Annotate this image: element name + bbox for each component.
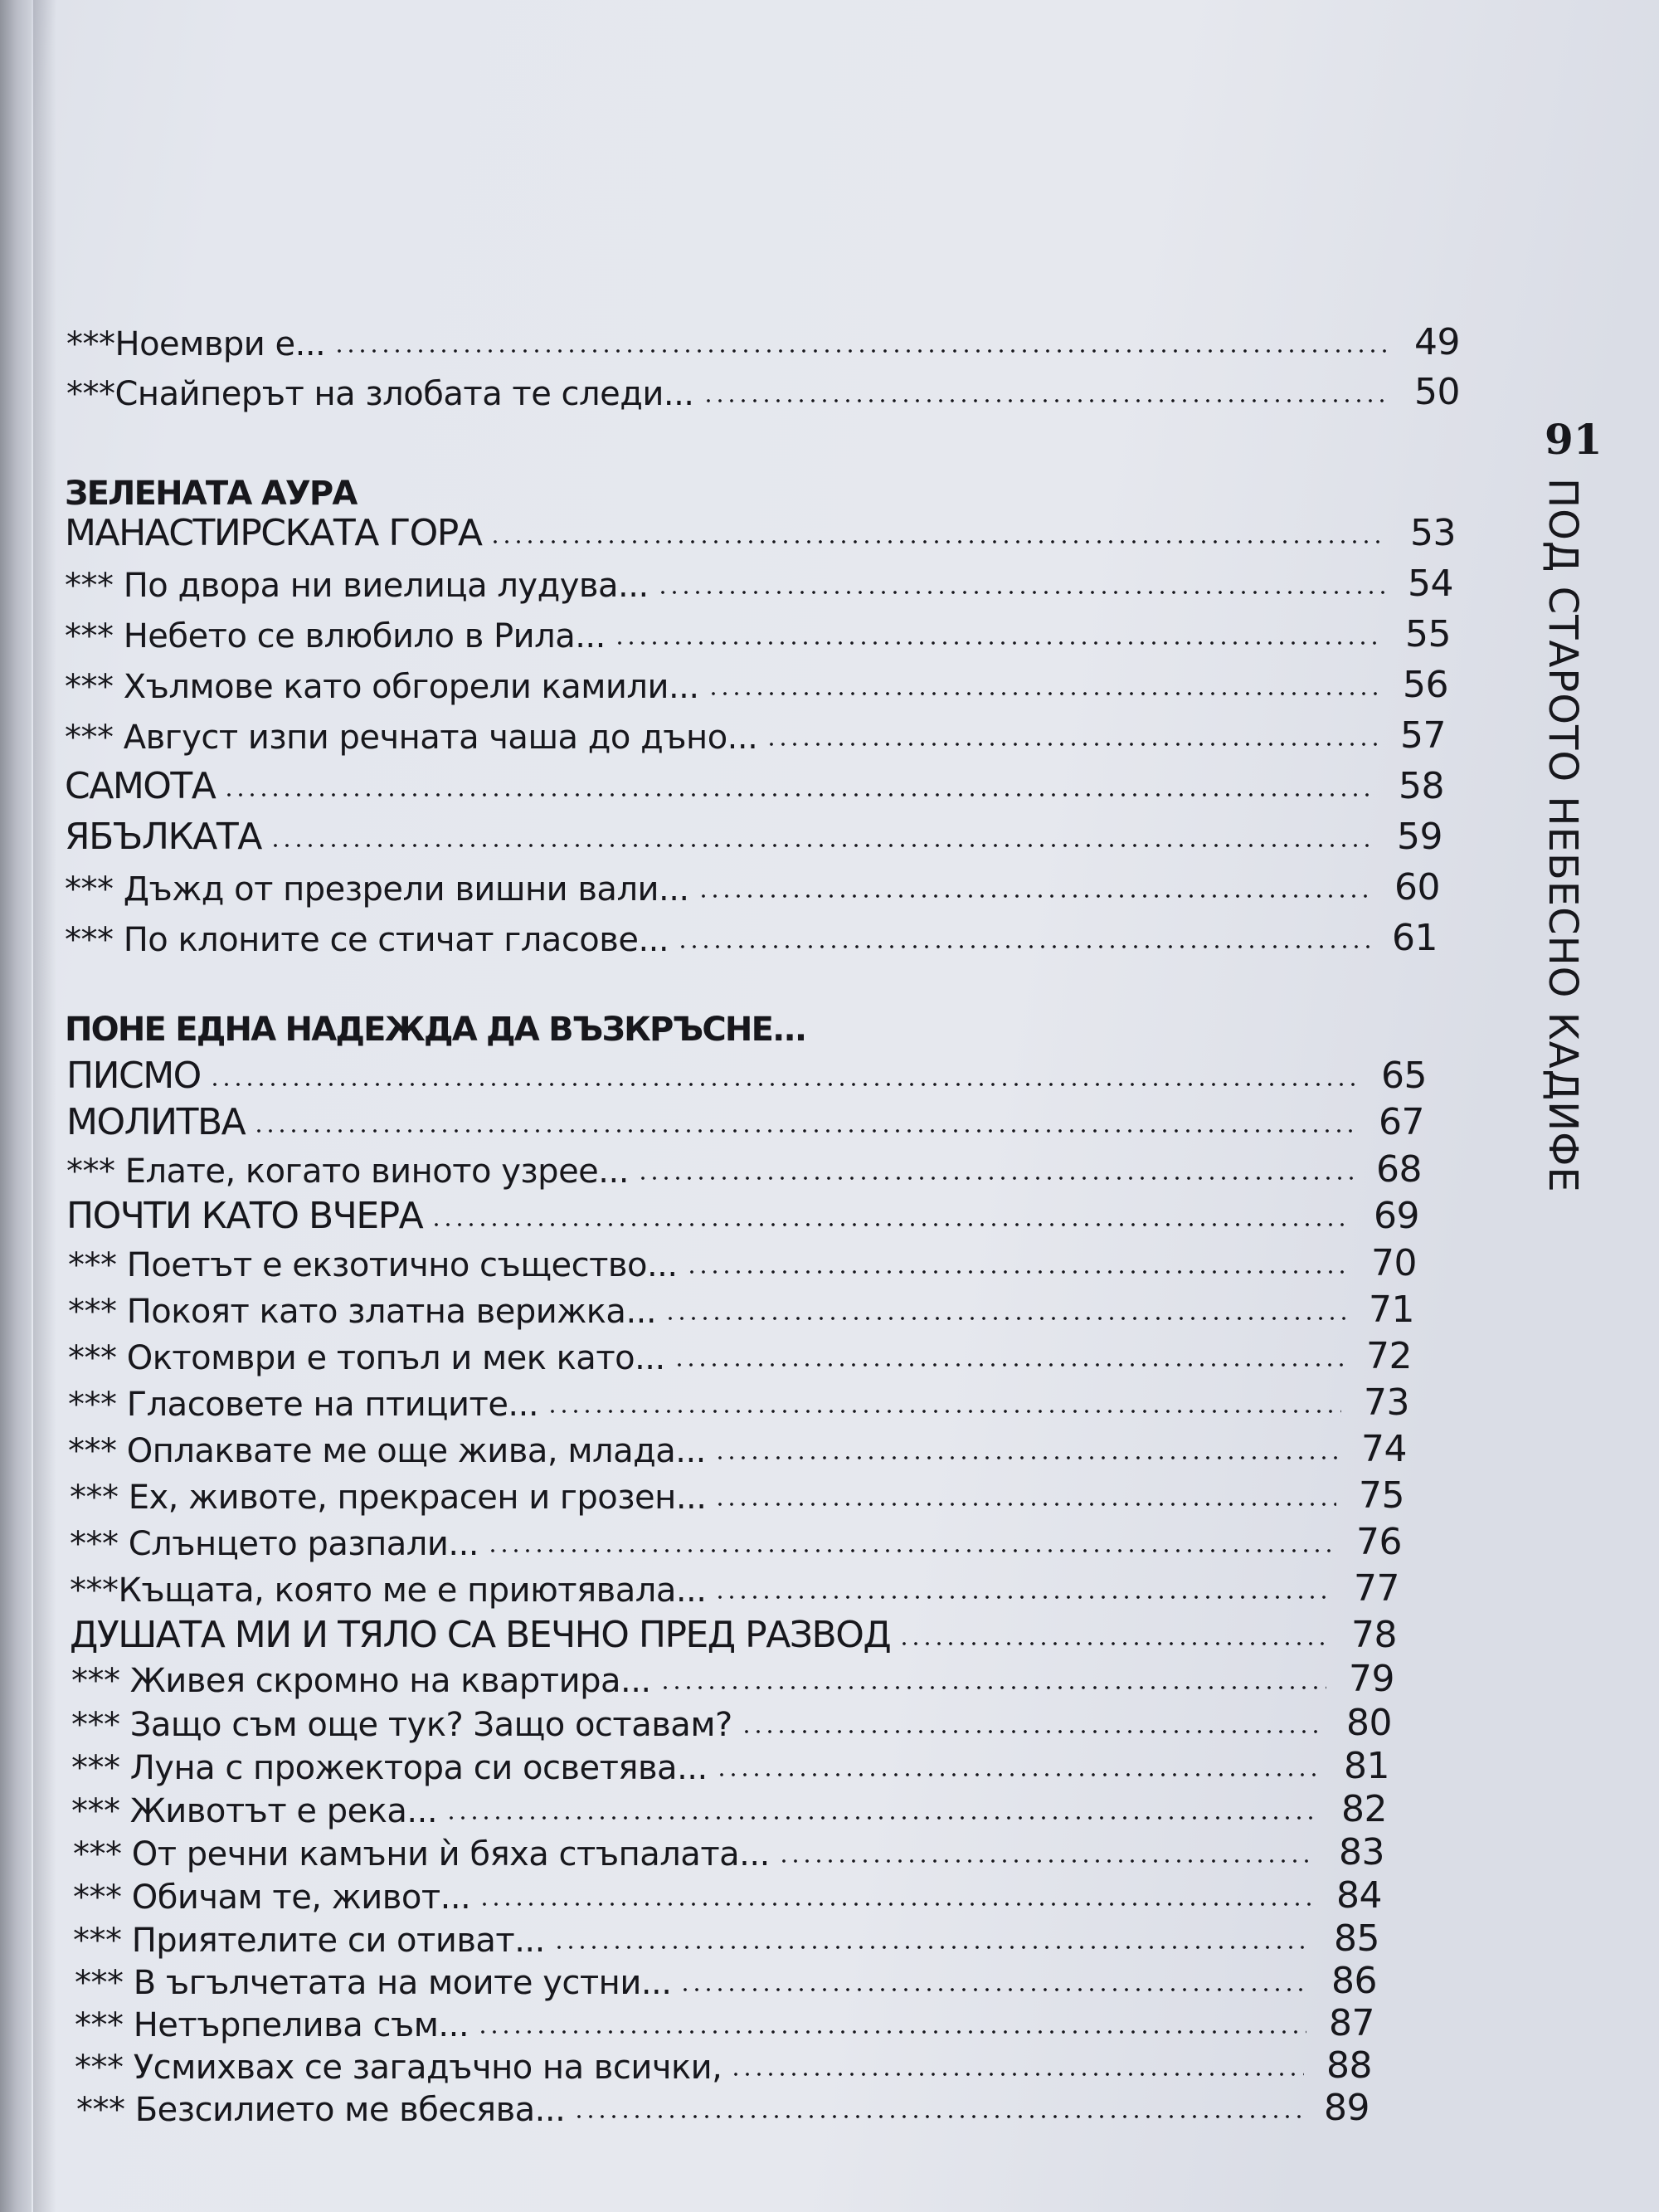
dot-leader (714, 1503, 1336, 1506)
toc-entry-title: *** Покоят като златна верижка... (68, 1293, 657, 1331)
toc-entry-title: *** Безсилието ме вбесява... (76, 2091, 566, 2129)
toc-entry-page: 85 (1334, 1917, 1379, 1960)
toc-entry (68, 1328, 1412, 1377)
toc-entry-title: *** Приятелите си отиват... (73, 1922, 545, 1960)
toc-entry (66, 314, 1460, 363)
toc-entry-page: 83 (1339, 1831, 1384, 1873)
toc-entry-page: 61 (1392, 917, 1438, 959)
toc-entry-page: 54 (1408, 563, 1453, 605)
toc-entry (70, 1467, 1404, 1517)
toc-entry-title: *** Хълмове като обгорели камили... (65, 668, 699, 706)
toc-entry (65, 707, 1446, 757)
toc-entry (71, 1650, 1394, 1700)
toc-entry-title: *** Август изпи речната чаша до дъно... (65, 719, 758, 757)
toc-entry-page: 68 (1376, 1148, 1422, 1191)
toc-entry-page: 59 (1397, 816, 1443, 858)
toc-entry (68, 1281, 1414, 1331)
dot-leader (703, 399, 1392, 402)
toc-entry-page: 79 (1349, 1658, 1394, 1700)
dot-leader (659, 1686, 1326, 1689)
toc-entry (70, 1560, 1399, 1610)
dot-leader (664, 1317, 1346, 1320)
dot-leader (730, 2073, 1304, 2076)
dot-leader (778, 1859, 1316, 1863)
toc-entry-title: *** По клоните се стичат гласове... (65, 921, 669, 959)
toc-entry-title: *** Защо съм още тук? Защо оставам? (71, 1706, 732, 1744)
toc-entry (65, 606, 1451, 655)
toc-entry-page: 70 (1371, 1242, 1417, 1284)
dot-leader (253, 1129, 1356, 1133)
toc-entry (68, 1374, 1409, 1424)
toc-entry (68, 1420, 1407, 1470)
toc-entry-page: 71 (1369, 1289, 1414, 1331)
toc-entry-page: 87 (1329, 2002, 1374, 2044)
section-heading: ЗЕЛЕНАТА АУРА (65, 475, 357, 513)
page-number: 91 (1545, 415, 1603, 464)
dot-leader (637, 1177, 1354, 1180)
toc-entry-title: *** По двора ни виелица лудува... (65, 567, 649, 605)
dot-leader (270, 844, 1374, 847)
running-header (1526, 478, 1601, 1193)
toc-entry-page: 56 (1403, 664, 1448, 706)
toc-entry-page: 74 (1361, 1428, 1407, 1470)
toc-entry-page: 67 (1379, 1101, 1424, 1143)
dot-leader (479, 1903, 1314, 1906)
toc-entry (65, 859, 1440, 909)
toc-entry-page: 82 (1341, 1788, 1387, 1830)
toc-entry-page: 80 (1346, 1702, 1392, 1744)
toc-entry (65, 909, 1438, 959)
dot-leader (573, 2115, 1301, 2118)
dot-leader (741, 1730, 1324, 1733)
toc-entry-title: *** В ъгълчетата на моите устни... (75, 1964, 672, 2002)
toc-entry-title: ***Къщата, която ме е приютявала... (70, 1571, 707, 1610)
toc-entry-page: 55 (1405, 613, 1451, 655)
toc-entry-title: ***Снайперът на злобата те следи... (66, 375, 694, 413)
dot-leader (209, 1083, 1359, 1086)
toc-entry-title: ЯБЪЛКАТА (65, 816, 261, 858)
toc-entry-page: 81 (1344, 1745, 1389, 1787)
toc-entry (73, 1867, 1382, 1917)
dot-leader (431, 1223, 1351, 1226)
toc-entry (65, 808, 1443, 858)
toc-entry-title: *** Ех, животе, прекрасен и грозен... (70, 1479, 707, 1517)
toc-entry-page: 57 (1400, 714, 1446, 757)
dot-leader (614, 641, 1383, 645)
toc-entry-title: *** Животът е река... (71, 1792, 438, 1830)
dot-leader (674, 1363, 1344, 1367)
toc-entry-page: 88 (1326, 2044, 1372, 2087)
toc-entry-page: 53 (1410, 512, 1456, 554)
dot-leader (679, 1988, 1309, 1991)
toc-entry-title: *** Обичам те, живот... (73, 1878, 471, 1917)
toc-entry-page: 89 (1324, 2087, 1370, 2129)
toc-entry-title: *** Дъжд от презрели вишни вали... (65, 870, 689, 909)
section-heading: ПОНЕ ЕДНА НАДЕЖДА ДА ВЪЗКРЪСНЕ... (65, 1011, 806, 1049)
dot-leader (677, 945, 1370, 948)
toc-entry (71, 1781, 1387, 1830)
toc-entry (66, 363, 1460, 413)
toc-entry (66, 1094, 1424, 1143)
toc-entry (70, 1513, 1402, 1563)
toc-entry-title: *** Живея скромно на квартира... (71, 1662, 651, 1700)
toc-entry (76, 2079, 1370, 2129)
dot-leader (333, 349, 1392, 353)
dot-leader (657, 591, 1385, 594)
toc-entry-title: МАНАСТИРСКАТА ГОРА (65, 512, 482, 554)
toc-entry (66, 1187, 1419, 1237)
toc-entry-title: ДУШАТА МИ И ТЯЛО СА ВЕЧНО ПРЕД РАЗВОД (70, 1614, 891, 1656)
toc-entry-page: 73 (1364, 1381, 1409, 1424)
toc-entry-page: 78 (1351, 1614, 1397, 1656)
toc-entry-page: 77 (1354, 1567, 1399, 1610)
dot-leader (714, 1596, 1331, 1599)
toc-entry-title: *** Усмихвах се загадъчно на всички, (75, 2049, 722, 2087)
toc-entry-page: 49 (1414, 321, 1460, 363)
toc-entry (65, 555, 1453, 605)
toc-entry (71, 1737, 1389, 1787)
toc-entry-page: 72 (1366, 1335, 1412, 1377)
dot-leader (489, 540, 1388, 543)
toc-entry-title: ***Ноември е... (66, 325, 326, 363)
toc-entry (71, 1694, 1392, 1744)
toc-entry-title: САМОТА (65, 765, 216, 807)
dot-leader (898, 1642, 1329, 1645)
toc-entry-title: МОЛИТВА (66, 1101, 246, 1143)
dot-leader (477, 2030, 1306, 2034)
toc-entry (65, 758, 1444, 807)
dot-leader (553, 1946, 1311, 1949)
dot-leader (708, 692, 1380, 695)
toc-entry-page: 76 (1356, 1521, 1402, 1563)
toc-entry (68, 1235, 1417, 1284)
toc-entry-title: ПИСМО (66, 1055, 201, 1097)
dot-leader (698, 894, 1372, 898)
toc-entry-page: 86 (1331, 1960, 1377, 2002)
dot-leader (766, 743, 1378, 746)
toc-entry-title: *** От речни камъни ѝ бяха стъпалата... (73, 1835, 770, 1873)
dot-leader (547, 1410, 1341, 1413)
toc-entry-page: 60 (1394, 866, 1440, 909)
toc-entry-title: *** Оплаквате ме още жива, млада... (68, 1432, 706, 1470)
toc-entry-title: *** Нетърпелива съм... (75, 2006, 469, 2044)
dot-leader (487, 1549, 1334, 1552)
toc-entry-title: *** Гласовете на птиците... (68, 1386, 539, 1424)
toc-entry-title: *** Небето се влюбило в Рила... (65, 617, 606, 655)
toc-entry (65, 656, 1448, 706)
dot-leader (223, 793, 1376, 797)
toc-entry-title: *** Елате, когато виното узрее... (66, 1152, 629, 1191)
toc-entry-title: *** Октомври е топъл и мек като... (68, 1339, 665, 1377)
dot-leader (445, 1816, 1319, 1820)
toc-entry-title: *** Слънцето разпали... (70, 1525, 479, 1563)
toc-entry (65, 504, 1456, 554)
toc-entry-title: *** Луна с прожектора си осветява... (71, 1749, 708, 1787)
running-title: ПОД СТАРОТО НЕБЕСНО КАДИФЕ (1540, 478, 1586, 1193)
toc-entry-page: 65 (1381, 1055, 1427, 1097)
toc-entry (66, 1047, 1427, 1097)
toc-entry-page: 58 (1399, 765, 1444, 807)
toc-entry-title: ПОЧТИ КАТО ВЧЕРА (66, 1195, 423, 1237)
toc-entry-page: 84 (1336, 1874, 1382, 1917)
toc-entry (66, 1141, 1422, 1191)
toc-entry-page: 75 (1359, 1474, 1404, 1517)
toc-entry (73, 1824, 1384, 1873)
toc-entry (70, 1606, 1397, 1656)
toc-entry-page: 69 (1374, 1195, 1419, 1237)
dot-leader (686, 1270, 1349, 1274)
dot-leader (716, 1773, 1321, 1776)
toc-entry-title: *** Поетът е екзотично същество... (68, 1246, 678, 1284)
dot-leader (714, 1456, 1339, 1459)
toc-entry-page: 50 (1414, 371, 1460, 413)
